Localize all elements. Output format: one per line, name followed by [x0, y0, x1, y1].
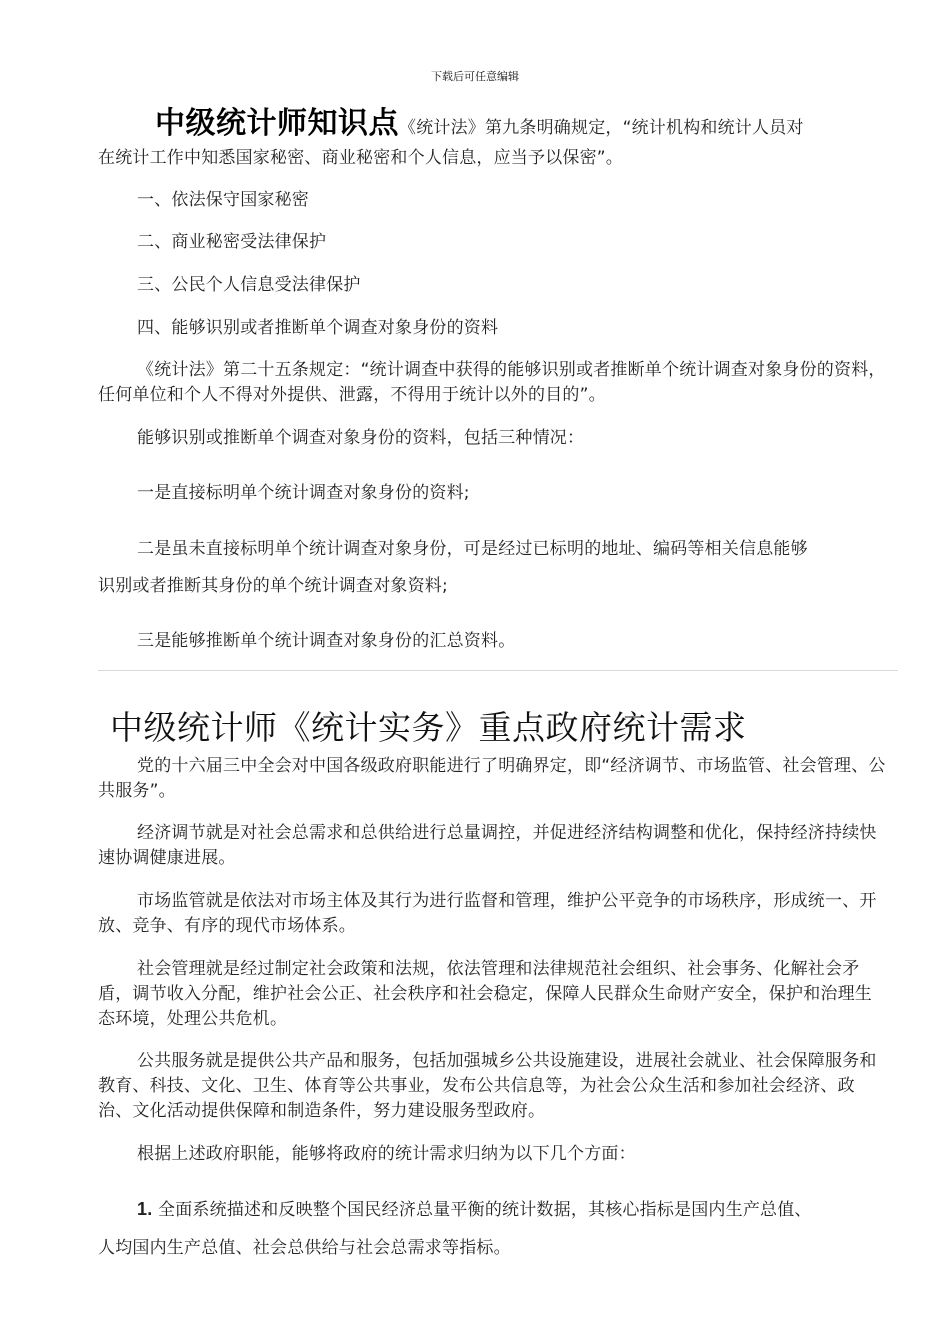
numbered-item-1-line-2: 人均国内生产总值、社会总供给与社会总需求等指标。	[98, 1238, 511, 1258]
numbered-item-1-number: 1.	[137, 1199, 153, 1219]
section1-title-line	[98, 104, 898, 148]
case-3: 三是能够推断单个统计调查对象身份的汇总资料。	[137, 631, 516, 651]
section2-paragraph-4: 社会管理就是经过制定社会政策和法规，依法管理和法律规范社会组织、社会事务、化解社会矛盾，调节收入分配，维护社会公正、社会秩序和社会稳定，保障人民群众生命财产安全，保护和治理生态环境，处理公共危机。	[98, 959, 872, 1029]
three-cases-intro: 能够识别或推断单个调查对象身份的资料，包括三种情况：	[137, 428, 585, 448]
section2-paragraph-3: 市场监管就是依法对市场主体及其行为进行监督和管理，维护公平竞争的市场秩序，形成统一、开放、竞争、有序的现代市场体系。	[98, 891, 877, 936]
case-2-line-1: 二是虽未直接标明单个统计调查对象身份，可是经过已标明的地址、编码等相关信息能够	[137, 539, 808, 559]
page-header: 下载后可任意编辑	[431, 70, 519, 83]
section2-paragraph-5: 公共服务就是提供公共产品和服务，包括加强城乡公共设施建设，进展社会就业、社会保障服务和教育、科技、文化、卫生、体育等公共事业，发布公共信息等，为社会公众生活和参加社会经济、政治、文化活动提供保障和制造条件，努力建设服务型政府。	[98, 1051, 877, 1121]
section2-paragraph-1: 党的十六届三中全会对中国各级政府职能进行了明确界定，即“经济调节、市场监管、社会管理、公共服务”。	[98, 756, 886, 801]
section2-paragraph-6: 根据上述政府职能，能够将政府的统计需求归纳为以下几个方面：	[137, 1144, 636, 1164]
section2-title: 中级统计师《统计实务》重点政府统计需求	[110, 708, 747, 747]
section-divider	[98, 670, 898, 671]
list-item-1: 一、依法保守国家秘密	[137, 190, 309, 210]
list-item-2: 二、商业秘密受法律保护	[137, 232, 327, 252]
article-25-paragraph: 《统计法》第二十五条规定：“统计调查中获得的能够识别或者推断单个统计调查对象身份的资料，任何单位和个人不得对外提供、泄露，不得用于统计以外的目的”。	[98, 360, 886, 405]
numbered-item-1-line-1	[98, 1197, 888, 1223]
list-item-4: 四、能够识别或者推断单个调查对象身份的资料	[137, 318, 499, 338]
section1-intro-run: 《统计法》第九条明确规定，“统计机构和统计人员对	[399, 118, 804, 138]
list-item-3: 三、公民个人信息受法律保护	[137, 275, 361, 295]
section2-paragraph-2: 经济调节就是对社会总需求和总供给进行总量调控，并促进经济结构调整和优化，保持经济持续快速协调健康进展。	[98, 823, 877, 868]
case-1: 一是直接标明单个统计调查对象身份的资料;	[137, 483, 470, 503]
section1-intro-continued: 在统计工作中知悉国家秘密、商业秘密和个人信息，应当予以保密”。	[98, 148, 624, 168]
section1-title: 中级统计师知识点	[155, 106, 399, 141]
numbered-item-1-text: 全面系统描述和反映整个国民经济总量平衡的统计数据，其核心指标是国内生产总值、	[152, 1200, 812, 1220]
case-2-line-2: 识别或者推断其身份的单个统计调查对象资料;	[98, 576, 448, 596]
